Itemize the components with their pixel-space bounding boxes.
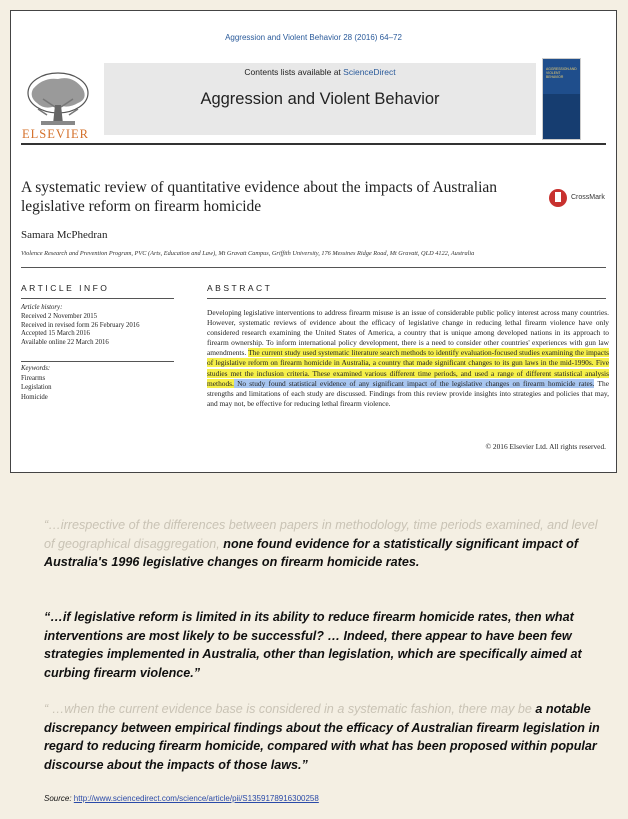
abstract-heading: ABSTRACT — [207, 283, 273, 293]
keywords-label: Keywords: — [21, 365, 51, 372]
keyword: Firearms — [21, 375, 46, 382]
journal-title: Aggression and Violent Behavior — [200, 90, 440, 108]
divider — [21, 361, 174, 362]
history-item: Received 2 November 2015 — [21, 313, 98, 320]
highlight-blue: No study found statistical evidence of any significant impact of the legislative changes on firearm homicide rates. — [233, 378, 595, 388]
history-label: Article history: — [21, 304, 63, 311]
quote-3: “ …when the current evidence base is considered in a systematic fashion, there may be a notable discrepancy between empirical findings about the efficacy of Australian firearm legislation in regard to reducing firearm homicide, compared with what has been proposed within popular discourse about the impacts of those laws.” — [44, 702, 600, 772]
journal-reference[interactable]: Aggression and Violent Behavior 28 (2016) 64–72 — [225, 33, 402, 42]
history-item: Received in revised form 26 February 2016 — [21, 321, 140, 329]
journal-header — [104, 63, 536, 135]
article-info-heading: ARTICLE INFO — [21, 283, 110, 293]
paper-screenshot — [10, 10, 617, 473]
cover-title: AGGRESSION AND VIOLENT BEHAVIOR — [546, 67, 577, 79]
divider — [21, 143, 606, 145]
history-list — [21, 313, 140, 347]
abstract-text: Developing legislative interventions to address firearm misuse is an issue of considerable public policy interest across many countries. However, systematic reviews of evidence about the efficacy of legislative change in reducing lethal firearm violence have only considered research examining the United States of America, a country that is unique among developed nations in its approach to firearm ownership. To inform international policy development, there is a need to consider other countries' experiences with gun law amendments. The current study used systematic literature search methods to identify evaluation-focused studies examining the impacts of legislative reform on firearm homicide in Australia, a country that made significant changes to its gun laws in the mid-1990s. Five studies met the inclusion criteria. These examined various different time periods, and used a range of different statistical analysis methods. No study found statistical evidence of any significant impact of the legislative changes on firearm homicide rates. The strengths and limitations of each study are discussed. Findings from this review provide insights into strategies and policies that may, and may not, be effective for reducing lethal firearm violence. — [207, 308, 610, 408]
copyright: © 2016 Elsevier Ltd. All rights reserved. — [485, 442, 606, 451]
contents-line: Contents lists available at ScienceDirect — [244, 67, 396, 77]
keyword: Homicide — [21, 393, 48, 401]
quote-1: “…irrespective of the differences between papers in methodology, time periods examined, and level of geographical disaggregation, none found evidence for a statistically significant impact of Australia's 1996 legislative changes on firearm homicide rates. — [44, 518, 598, 570]
source-link[interactable]: http://www.sciencedirect.com/science/article/pii/S1359178916300258 — [73, 794, 319, 803]
divider — [21, 267, 606, 268]
author-affiliation: Violence Research and Prevention Program, PVC (Arts, Education and Law), Mt Gravatt Campus, Griffith University, 176 Messines Ridge Road, Mt Gravatt, QLD 4122, Australia — [21, 250, 475, 257]
keyword: Legislation — [21, 384, 52, 392]
keywords-list — [21, 374, 52, 402]
article-title: A systematic review of quantitative evidence about the impacts of Australian legislative reform on firearm homicide — [21, 179, 498, 215]
highlight-yellow: The current study used systematic literature search methods to identify evaluation-focused studies examining the impacts of legislative reform on firearm homicide in Australia, a country that made significant changes to its gun laws in the mid-1990s. Five studies met the inclusion criteria. These examined various different time periods, and used a range of different statistical analysis methods. — [207, 348, 610, 388]
crossmark-badge[interactable] — [549, 189, 611, 209]
journal-cover — [542, 58, 581, 140]
sciencedirect-link[interactable]: ScienceDirect — [343, 67, 396, 77]
crossmark-icon — [549, 189, 567, 207]
crossmark-label: CrossMark — [571, 194, 605, 201]
author-name: Samara McPhedran — [21, 229, 108, 241]
quote-2: “…if legislative reform is limited in its ability to reduce firearm homicide rates, then what interventions are most likely to be successful? … Indeed, there appear to have been few strategies implemented in Australia, other than legislation, which are specifically aimed at curbing firearm violence.” — [44, 610, 582, 680]
source-citation: Source: http://www.sciencedirect.com/science/article/pii/S1359178916300258 — [44, 794, 319, 803]
history-item: Available online 22 March 2016 — [21, 338, 109, 346]
divider — [21, 298, 174, 299]
publisher-name: ELSEVIER — [22, 127, 90, 141]
divider — [207, 298, 606, 299]
history-item: Accepted 15 March 2016 — [21, 330, 90, 338]
